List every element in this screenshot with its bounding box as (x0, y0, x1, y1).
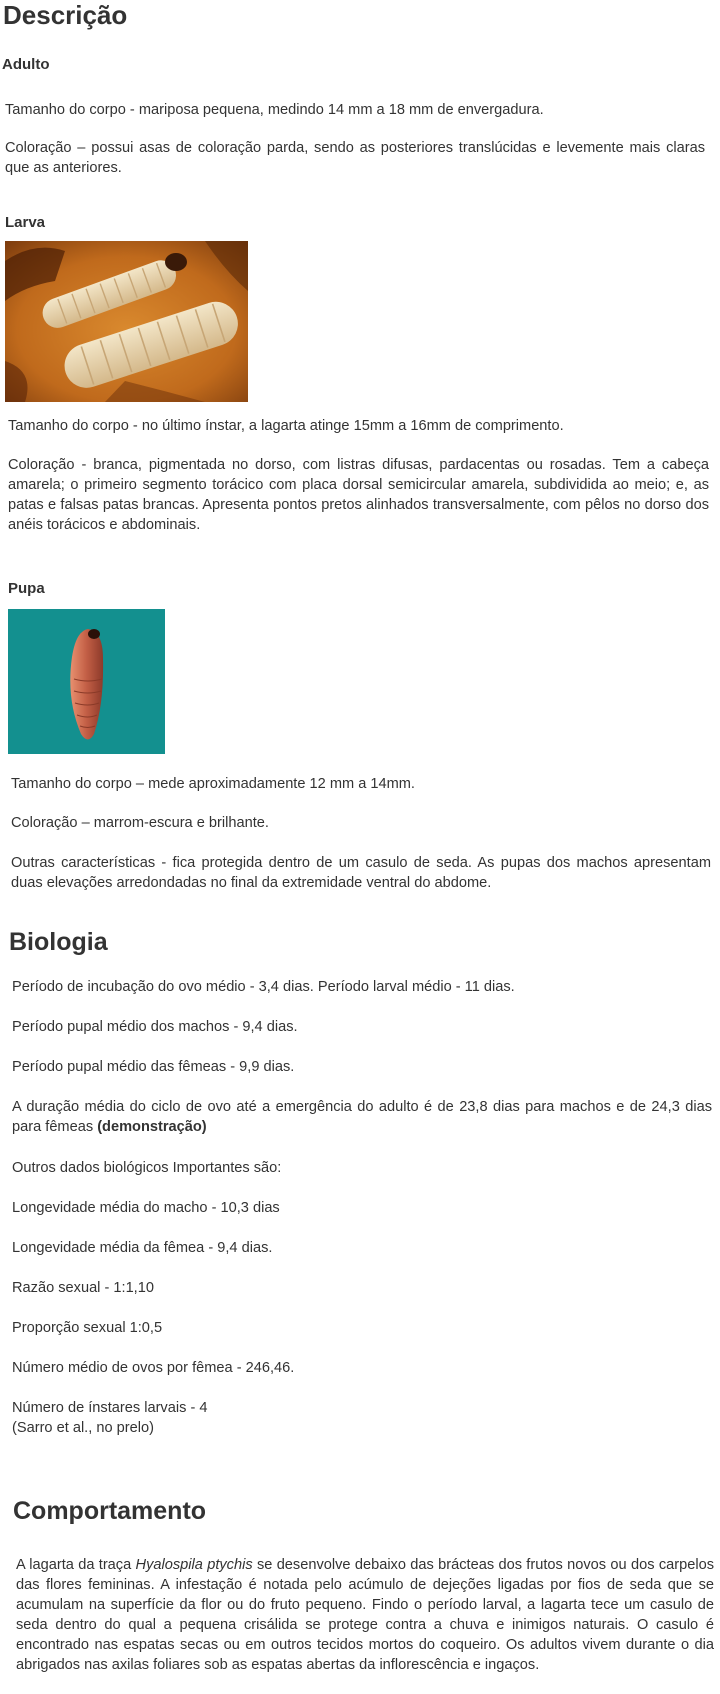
biologia-line-1: Período de incubação do ovo médio - 3,4 dias. Período larval médio - 11 dias. (12, 979, 515, 995)
dado-ovos-por-femea: Número médio de ovos por fêmea - 246,46. (12, 1360, 295, 1376)
dado-proporcao-sexual: Proporção sexual 1:0,5 (12, 1320, 163, 1336)
biologia-ciclo (12, 1097, 712, 1137)
dado-razao-sexual: Razão sexual - 1:1,10 (12, 1280, 154, 1296)
larva-coloracao: Coloração - branca, pigmentada no dorso, com listras difusas, pardacentas ou rosadas. Tem a cabeça amarela; o primeiro segmento torácico com placa dorsal semicircular amarela, subdividida ao meio; e, as patas e falsas patas brancas. Apresenta pontos pretos alinhados transversalmente, com pêlos no dorso dos anéis torácicos e abdominais. (8, 457, 709, 533)
dado-instares-larvais: Número de ínstares larvais - 4 (12, 1400, 208, 1416)
dado-longevidade-femea: Longevidade média da fêmea - 9,4 dias. (12, 1240, 273, 1256)
adulto-coloracao: Coloração – possui asas de coloração parda, sendo as posteriores translúcidas e levemente mais claras que as anteriores. (5, 140, 705, 176)
section-title-biologia: Biologia (9, 928, 108, 956)
section-title-comportamento: Comportamento (13, 1497, 207, 1525)
species-name: Hyalospila ptychis (135, 1557, 253, 1573)
section-title-descricao: Descrição (3, 0, 128, 30)
pupa-outras: Outras características - fica protegida dentro de um casulo de seda. As pupas dos machos apresentam duas elevações arredondadas no final da extremidade ventral do abdome. (11, 855, 711, 891)
adulto-tamanho: Tamanho do corpo - mariposa pequena, medindo 14 mm a 18 mm de envergadura. (5, 102, 544, 118)
biologia-line-3: Período pupal médio das fêmeas - 9,9 dias. (12, 1059, 295, 1075)
comportamento-text (16, 1555, 714, 1675)
larva-tamanho: Tamanho do corpo - no último ínstar, a lagarta atinge 15mm a 16mm de comprimento. (8, 418, 564, 434)
pupa-photo (8, 609, 165, 754)
comportamento-text-a: A lagarta da traça (16, 1557, 136, 1573)
pupa-tamanho: Tamanho do corpo – mede aproximadamente 12 mm a 14mm. (11, 776, 415, 792)
ciclo-text: A duração média do ciclo de ovo até a emergência do adulto é de 23,8 dias para machos e de 24,3 dias para fêmeas (12, 1099, 712, 1135)
heading-adulto: Adulto (2, 56, 50, 73)
citation: (Sarro et al., no prelo) (12, 1420, 154, 1436)
heading-pupa: Pupa (8, 580, 45, 597)
heading-larva: Larva (5, 214, 46, 231)
comportamento-text-b: se desenvolve debaixo das brácteas dos frutos novos ou dos carpelos das flores femininas. A infestação é notada pelo acúmulo de dejeções ligadas por fios de seda que se acumulam na superfície da flor ou do fruto pequeno. Findo o período larval, a lagarta tece um casulo de seda dentro do qual a pequena crisálida se protege contra a chuva e inimigos naturais. O casulo é encontrado nas espatas secas ou em outros tecidos mortos do coqueiro. Os adultos vivem durante o dia abrigados nas axilas foliares sob as espatas abertas da inflorescência e ingaços. (16, 1557, 714, 1673)
larva-photo (5, 241, 248, 402)
pupa-coloracao: Coloração – marrom-escura e brilhante. (11, 815, 269, 831)
outros-intro: Outros dados biológicos Importantes são: (12, 1160, 282, 1176)
demonstracao-link[interactable]: (demonstração) (97, 1119, 207, 1135)
dado-longevidade-macho: Longevidade média do macho - 10,3 dias (12, 1200, 280, 1216)
biologia-line-2: Período pupal médio dos machos - 9,4 dias. (12, 1019, 298, 1035)
